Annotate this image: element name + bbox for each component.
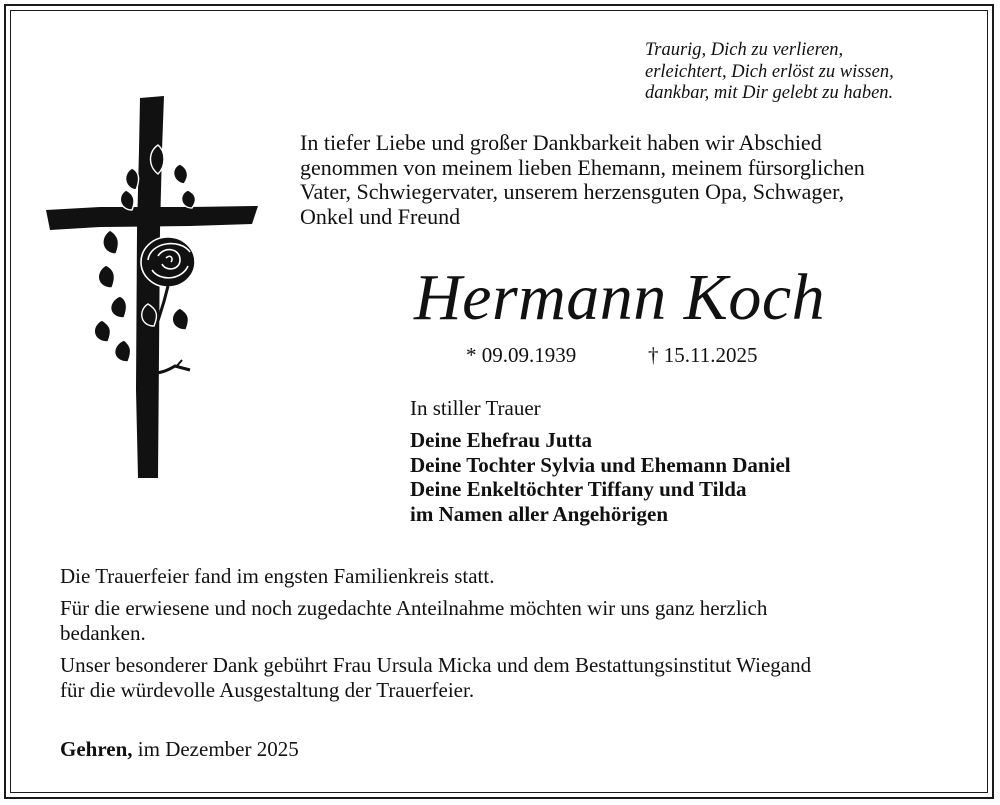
note-line: Die Trauerfeier fand im engsten Familienkreis statt.: [60, 564, 495, 588]
mourners-heading: In stiller Trauer: [410, 396, 541, 420]
mourner-line: im Namen aller Angehörigen: [410, 501, 669, 526]
deceased-name: Hermann Koch: [414, 261, 826, 334]
mourner-line: Deine Ehefrau Jutta: [410, 428, 592, 452]
intro-line: genommen von meinem lieben Ehemann, meinem fürsorglichen: [300, 154, 865, 180]
mourner-line: Deine Enkeltöchter Tiffany und Tilda: [410, 477, 747, 501]
note-line: für die würdevolle Ausgestaltung der Trauerfeier.: [60, 677, 475, 702]
place-date: [60, 737, 299, 762]
quote-line: Traurig, Dich zu verlieren,: [645, 40, 844, 60]
mourner-line: Deine Tochter Sylvia und Ehemann Daniel: [410, 452, 791, 477]
note-line: Unser besonderer Dank gebührt Frau Ursula Micka und dem Bestattungsinstitut Wiegand: [60, 653, 812, 677]
death-date: † 15.11.2025: [648, 343, 758, 367]
intro-line: Vater, Schwiegervater, unserem herzensguten Opa, Schwager,: [300, 179, 845, 204]
special-thanks-note: [60, 653, 960, 702]
mourners-list: [410, 428, 791, 526]
intro-text: [300, 131, 980, 229]
quote-line: dankbar, mit Dir gelebt zu haben.: [645, 83, 894, 103]
date: im Dezember 2025: [132, 737, 299, 761]
quote: [645, 40, 965, 105]
cross-with-rose-icon: [40, 90, 265, 490]
place: Gehren,: [60, 737, 133, 761]
note-line: bedanken.: [60, 620, 146, 645]
intro-line: Onkel und Freund: [300, 203, 461, 229]
quote-line: erleichtert, Dich erlöst zu wissen,: [645, 61, 894, 82]
note-line: Für die erwiesene und noch zugedachte Anteilnahme möchten wir uns ganz herzlich: [60, 596, 768, 620]
intro-line: In tiefer Liebe und großer Dankbarkeit haben wir Abschied: [300, 130, 822, 155]
funeral-note: [60, 564, 960, 589]
thanks-note: [60, 596, 960, 645]
birth-date: * 09.09.1939: [466, 343, 577, 367]
